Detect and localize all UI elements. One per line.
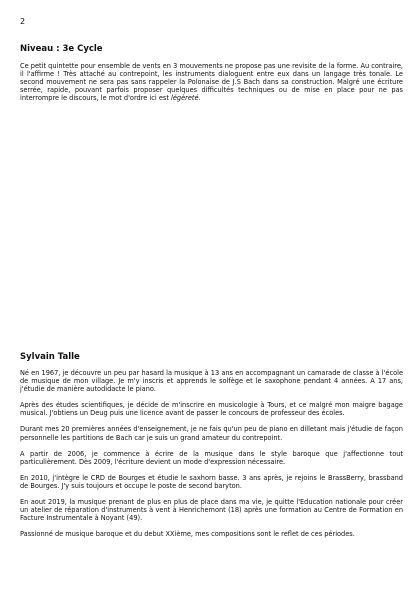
description-emphasis: légèreté xyxy=(171,94,199,103)
bio-paragraph: A partir de 2006, je commence à écrire de la musique dans le style baroque que j'affectionne tout particulièrement. Dès 2009, l'écriture devient un mode d'expression nécessaire. xyxy=(20,449,403,466)
author-heading: Sylvain Talle xyxy=(20,352,80,362)
bio-paragraph: En 2010, j'intègre le CRD de Bourges et étudie le saxhorn basse. 3 ans après, je rejoins le BrassBerry, brassband de Bourges. J'y suis toujours et occupe le poste de second baryton. xyxy=(20,473,403,490)
page-number: 2 xyxy=(20,17,26,26)
bio-paragraph: Durant mes 20 premières années d'enseignement, je ne fais qu'un peu de piano en dilletant mais j'étudie de façon personnelle les partitions de Bach car je suis un grand amateur du contrepoint. xyxy=(20,425,403,442)
description-end: . xyxy=(198,94,201,103)
description-text: Ce petit quintette pour ensemble de vents en 3 mouvements ne propose pas une revisite de la forme. Au contraire, il l'affirme ! Très attaché au contrepoint, les instruments dialoguent entre eux dans un langage très tonale. Le second mouvement ne sera pas sans rappeler la Polonaise de J.S Bach dans sa construction. Malgré une écriture serrée, rapide, pouvant parfois proposer quelques difficultés techniques ou de mise en place pour ne pas interrompre le discours, le mot d'ordre ici est xyxy=(20,62,403,103)
author-biography xyxy=(20,369,403,538)
level-heading: Niveau : 3e Cycle xyxy=(20,44,103,54)
bio-paragraph: Après des études scientifiques, je décide de m'inscrire en musicologie à Tours, et ce malgré mon maigre bagage musical. J'obtiens un Deug puis une licence avant de passer le concours de professeur des écoles. xyxy=(20,401,403,418)
work-description xyxy=(20,62,403,102)
bio-paragraph: Né en 1967, je découvre un peu par hasard la musique à 13 ans en accompagnant un camarade de classe à l'école de musique de mon village. Je m'y inscris et apprends le solfège et le saxophone pendant 4 années. A 17 ans, j'étudie de manière autodidacte le piano. xyxy=(20,369,403,394)
bio-paragraph: En aout 2019, la musique prenant de plus en plus de place dans ma vie, je quitte l'Education nationale pour créer un atelier de réparation d'instruments à vent à Henrichemont (18) après une formation au Centre de Formation en Facture Instrumentale à Noyant (49). xyxy=(20,498,403,523)
bio-paragraph: Passionné de musique baroque et du debut XXième, mes compositions sont le reflet de ces périodes. xyxy=(20,530,355,539)
description-paragraph xyxy=(20,62,403,102)
